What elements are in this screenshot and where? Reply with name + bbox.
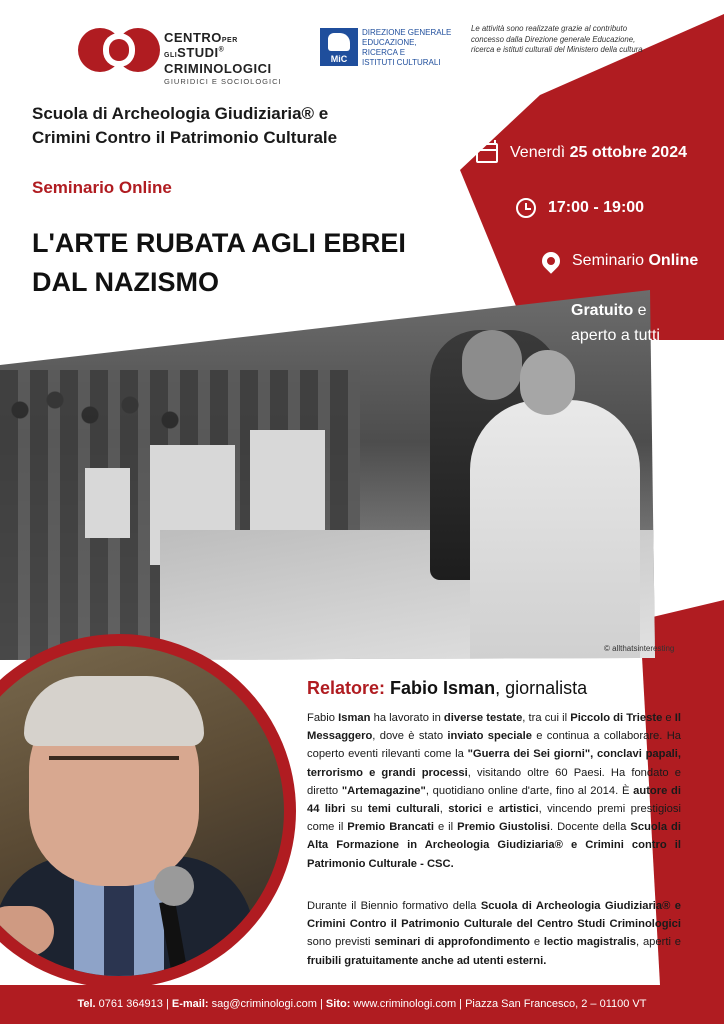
seminar-tag: Seminario Online — [32, 178, 172, 197]
bio-text: , quotidiano online d'arte, fino al 2014. È — [425, 784, 634, 797]
event-time — [516, 198, 644, 218]
bio-text: e il — [433, 821, 458, 834]
footer-tel-label: Tel. — [77, 998, 96, 1010]
photo-panel — [85, 468, 130, 538]
bio-text: e continua a collaborare. Ha coperto eventi rilevanti come la — [307, 730, 682, 761]
bio-text: , visitando oltre 60 Paesi. Ha fondato e diretto — [307, 766, 681, 797]
clock-icon — [516, 198, 536, 218]
mic-line: ISTITUTI CULTURALI — [362, 58, 441, 67]
bio-highlight: diverse testate — [443, 712, 523, 724]
bio-highlight: Piccolo di Trieste — [570, 712, 663, 724]
school-description — [307, 897, 681, 970]
contact-footer — [0, 985, 724, 1024]
logo-line-giuridici: GIURIDICI E SOCIOLOGICI — [164, 77, 282, 86]
mic-text — [362, 28, 472, 68]
footer-site-label: Sito: — [325, 998, 351, 1010]
photo-monk — [470, 400, 640, 670]
place-value: Online — [648, 252, 699, 269]
bio-text: ha lavorato in — [370, 712, 444, 724]
bio-highlight: Isman — [338, 712, 371, 724]
bio-highlight: Scuola di Archeologia Giudiziaria® e Crimini Contro il Patrimonio Culturale del Centro Studi Criminologici — [307, 900, 682, 931]
mic-line: DIREZIONE GENERALE — [362, 28, 452, 37]
mic-logo — [320, 28, 470, 72]
bio-highlight: Scuola di Alta Formazione in Archeologia Giudiziaria® e Crimini contro il Patrimonio Culturale - CSC. — [307, 821, 681, 870]
free-connector: e — [633, 302, 647, 319]
bio-text: . Docente della — [550, 821, 631, 834]
bio-highlight: fruibili gratuitamente anche ad utenti esterni. — [307, 954, 547, 967]
location-pin-icon — [538, 248, 563, 273]
bio-text: , dove è stato — [372, 730, 448, 743]
logo-line-studi: STUDI — [177, 45, 219, 60]
mic-line: EDUCAZIONE, — [362, 38, 417, 47]
bio-text: , — [439, 803, 449, 816]
event-free — [571, 298, 721, 348]
logo-line-pergli: PER GLI — [164, 37, 238, 59]
date-value: 25 ottobre 2024 — [569, 144, 687, 161]
school-name-line1: Scuola di Archeologia Giudiziaria® e — [32, 104, 329, 123]
bio-highlight: autore di 44 libri — [307, 784, 681, 816]
bio-highlight: Il Messaggero — [307, 712, 681, 743]
bio-text: e — [662, 712, 675, 724]
school-name-line2: Crimini Contro il Patrimonio Culturale — [32, 128, 338, 147]
bio-text: , vincendo premi prestigiosi come il — [307, 803, 681, 834]
bio-text: , tra cui il — [522, 712, 571, 724]
photo-panel — [250, 430, 325, 540]
bio-text: e — [481, 803, 499, 816]
free-open: aperto a tutti — [571, 327, 660, 344]
bio-text: sono previsti — [307, 936, 375, 949]
bio-highlight: artistici — [498, 803, 539, 816]
event-date — [476, 143, 687, 163]
funding-note: Le attività sono realizzate grazie al contributo concesso dalla Direzione generale Educazione, ricerca e istituti culturali del Ministero della cultura — [471, 24, 643, 54]
speaker-portrait — [0, 634, 296, 988]
seminar-title-line1: L'ARTE RUBATA AGLI EBREI — [32, 228, 406, 258]
time-value: 17:00 - 19:00 — [548, 199, 645, 216]
speaker-bio — [307, 709, 681, 873]
bio-highlight: "Guerra dei Sei giorni", conclavi papali, terrorismo e grandi processi — [307, 748, 682, 779]
seminar-title — [32, 224, 472, 302]
place-prefix: Seminario — [572, 252, 645, 269]
school-name — [32, 102, 452, 150]
footer-tel: 0761 364913 | — [95, 998, 172, 1010]
csc-logo — [78, 28, 288, 86]
bio-text: , aperti e — [636, 936, 681, 949]
photo-soldier-head — [462, 330, 522, 400]
footer-email[interactable]: sag@criminologi.com | — [208, 998, 326, 1010]
calendar-icon — [476, 143, 498, 163]
mic-lion-icon — [320, 28, 358, 66]
logo-line-criminologici: CRIMINOLOGICI — [164, 61, 272, 76]
bio-highlight: temi culturali — [367, 803, 440, 816]
speaker-name: Fabio Isman — [390, 678, 496, 698]
bio-text: e — [529, 936, 544, 949]
footer-site[interactable]: www.criminologi.com | Piazza San Francesco, 2 – 01100 VT — [350, 998, 647, 1010]
bio-text: su — [345, 803, 368, 816]
bio-text: Durante il Biennio formativo della — [307, 900, 481, 912]
bio-highlight: "Artemagazine" — [341, 784, 426, 797]
logo-registered: ® — [218, 46, 225, 54]
bio-highlight: seminari di approfondimento — [374, 936, 530, 949]
mic-line: RICERCA E — [362, 48, 406, 57]
seminar-title-line2: DAL NAZISMO — [32, 267, 219, 297]
bio-highlight: inviato speciale — [447, 730, 532, 743]
speaker-role: , giornalista — [495, 678, 588, 698]
bio-highlight: Premio Giustolisi — [457, 821, 551, 834]
logo-line-centro: CENTRO — [164, 30, 222, 45]
event-place — [542, 252, 698, 270]
date-prefix: Venerdì — [510, 144, 566, 161]
photo-monk-head — [520, 350, 575, 415]
footer-email-label: E-mail: — [171, 998, 209, 1010]
csc-logo-mark-icon — [78, 28, 160, 72]
photo-credit: © allthatsinteresting — [604, 644, 675, 653]
speaker-heading — [307, 678, 587, 699]
speaker-label: Relatore: — [307, 678, 386, 698]
microphone-icon — [154, 866, 194, 906]
free-label: Gratuito — [571, 302, 634, 319]
bio-highlight: Premio Brancati — [347, 821, 434, 834]
mic-badge-text: MiC — [330, 54, 348, 64]
bio-text: Fabio — [307, 712, 339, 724]
bio-highlight: storici — [448, 803, 482, 816]
bio-highlight: lectio magistralis — [543, 936, 636, 949]
